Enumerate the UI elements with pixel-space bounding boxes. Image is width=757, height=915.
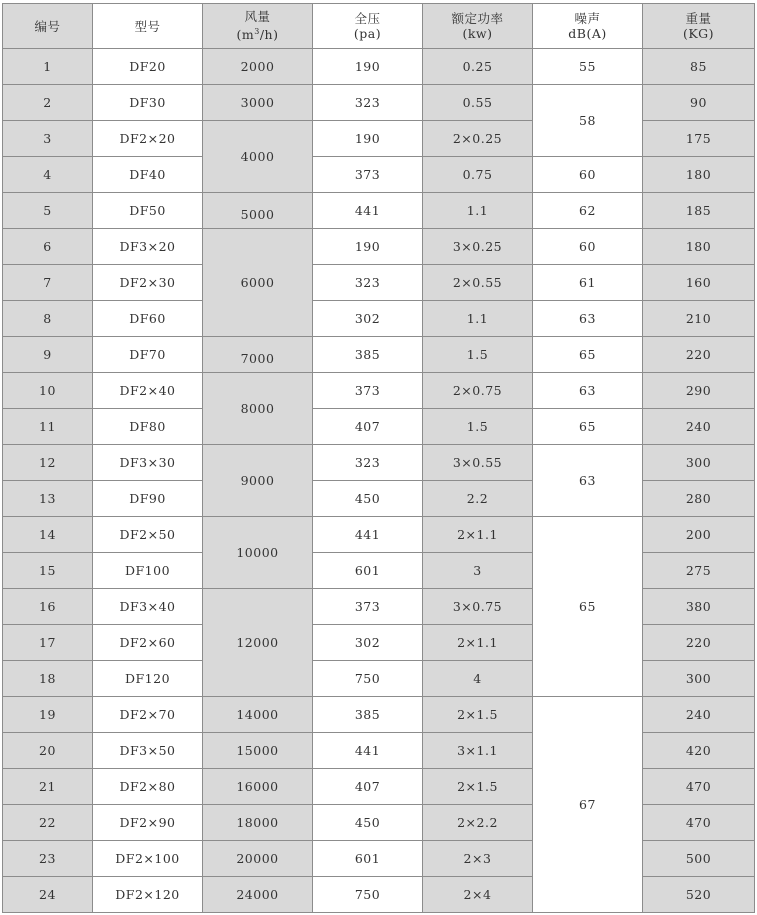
cell-pressure: 190 <box>313 229 423 265</box>
cell-weight: 220 <box>643 337 755 373</box>
table-row <box>3 733 755 769</box>
cell-noise: 65 <box>533 409 643 445</box>
cell-no: 10 <box>3 373 93 409</box>
table-row <box>3 409 755 445</box>
cell-model: DF50 <box>93 193 203 229</box>
cell-power: 1.5 <box>423 409 533 445</box>
cell-no: 5 <box>3 193 93 229</box>
cell-airflow: 8000 <box>203 373 313 445</box>
cell-pressure: 302 <box>313 301 423 337</box>
cell-power: 3×0.75 <box>423 589 533 625</box>
cell-power: 2×0.25 <box>423 121 533 157</box>
cell-power: 4 <box>423 661 533 697</box>
cell-model: DF2×20 <box>93 121 203 157</box>
cell-noise: 62 <box>533 193 643 229</box>
cell-power: 0.25 <box>423 49 533 85</box>
header-model: 型号 <box>93 4 203 49</box>
cell-weight: 220 <box>643 625 755 661</box>
cell-no: 13 <box>3 481 93 517</box>
cell-airflow: 2000 <box>203 49 313 85</box>
cell-airflow: 5000 <box>203 193 313 229</box>
cell-weight: 185 <box>643 193 755 229</box>
cell-no: 18 <box>3 661 93 697</box>
cell-power: 2×1.1 <box>423 625 533 661</box>
cell-pressure: 441 <box>313 193 423 229</box>
cell-noise: 65 <box>533 337 643 373</box>
table-row <box>3 157 755 193</box>
header-power: 额定功率 (kw) <box>423 4 533 49</box>
cell-power: 1.1 <box>423 193 533 229</box>
cell-power: 3×0.25 <box>423 229 533 265</box>
cell-weight: 85 <box>643 49 755 85</box>
cell-no: 15 <box>3 553 93 589</box>
header-noise: 噪声 dB(A) <box>533 4 643 49</box>
cell-noise: 65 <box>533 517 643 697</box>
cell-model: DF60 <box>93 301 203 337</box>
cell-model: DF80 <box>93 409 203 445</box>
cell-pressure: 450 <box>313 481 423 517</box>
cell-noise: 60 <box>533 157 643 193</box>
cell-pressure: 601 <box>313 841 423 877</box>
cell-airflow: 14000 <box>203 697 313 733</box>
cell-noise: 63 <box>533 301 643 337</box>
cell-pressure: 601 <box>313 553 423 589</box>
cell-model: DF30 <box>93 85 203 121</box>
cell-power: 3×1.1 <box>423 733 533 769</box>
cell-no: 14 <box>3 517 93 553</box>
cell-power: 3×0.55 <box>423 445 533 481</box>
cell-model: DF2×60 <box>93 625 203 661</box>
cell-model: DF2×50 <box>93 517 203 553</box>
cell-weight: 500 <box>643 841 755 877</box>
cell-power: 2×2.2 <box>423 805 533 841</box>
table-row <box>3 481 755 517</box>
cell-power: 2×1.5 <box>423 697 533 733</box>
cell-model: DF3×20 <box>93 229 203 265</box>
cell-airflow: 15000 <box>203 733 313 769</box>
cell-power: 3 <box>423 553 533 589</box>
cell-power: 0.55 <box>423 85 533 121</box>
cell-weight: 520 <box>643 877 755 913</box>
cell-no: 21 <box>3 769 93 805</box>
cell-power: 1.1 <box>423 301 533 337</box>
cell-pressure: 373 <box>313 373 423 409</box>
cell-airflow: 10000 <box>203 517 313 589</box>
cell-airflow: 18000 <box>203 805 313 841</box>
table-row <box>3 805 755 841</box>
cell-airflow: 9000 <box>203 445 313 517</box>
table-row <box>3 553 755 589</box>
table-row <box>3 85 755 121</box>
cell-airflow: 24000 <box>203 877 313 913</box>
table-row <box>3 121 755 157</box>
cell-weight: 180 <box>643 157 755 193</box>
cell-model: DF2×100 <box>93 841 203 877</box>
cell-power: 1.5 <box>423 337 533 373</box>
cell-no: 8 <box>3 301 93 337</box>
cell-weight: 420 <box>643 733 755 769</box>
cell-airflow: 4000 <box>203 121 313 193</box>
cell-no: 17 <box>3 625 93 661</box>
cell-model: DF90 <box>93 481 203 517</box>
table-row <box>3 229 755 265</box>
cell-airflow: 3000 <box>203 85 313 121</box>
cell-no: 20 <box>3 733 93 769</box>
header-weight: 重量 (KG) <box>643 4 755 49</box>
table-row <box>3 265 755 301</box>
cell-model: DF70 <box>93 337 203 373</box>
cell-model: DF100 <box>93 553 203 589</box>
cell-weight: 240 <box>643 697 755 733</box>
table-row <box>3 373 755 409</box>
cell-no: 9 <box>3 337 93 373</box>
cell-noise: 61 <box>533 265 643 301</box>
header-pressure: 全压 (pa) <box>313 4 423 49</box>
cell-no: 4 <box>3 157 93 193</box>
cell-noise: 63 <box>533 373 643 409</box>
cell-model: DF3×40 <box>93 589 203 625</box>
cell-model: DF40 <box>93 157 203 193</box>
cell-power: 2×1.5 <box>423 769 533 805</box>
cell-pressure: 441 <box>313 733 423 769</box>
cell-no: 12 <box>3 445 93 481</box>
table-row <box>3 769 755 805</box>
cell-airflow: 12000 <box>203 589 313 697</box>
cell-power: 2.2 <box>423 481 533 517</box>
cell-model: DF2×40 <box>93 373 203 409</box>
cell-weight: 160 <box>643 265 755 301</box>
table-row <box>3 445 755 481</box>
cell-no: 11 <box>3 409 93 445</box>
cell-pressure: 385 <box>313 337 423 373</box>
cell-weight: 300 <box>643 661 755 697</box>
cell-weight: 300 <box>643 445 755 481</box>
cell-power: 0.75 <box>423 157 533 193</box>
cell-pressure: 441 <box>313 517 423 553</box>
cell-weight: 175 <box>643 121 755 157</box>
table-row <box>3 841 755 877</box>
cell-weight: 275 <box>643 553 755 589</box>
cell-power: 2×3 <box>423 841 533 877</box>
cell-model: DF3×30 <box>93 445 203 481</box>
cell-weight: 210 <box>643 301 755 337</box>
cell-noise: 55 <box>533 49 643 85</box>
cell-pressure: 323 <box>313 265 423 301</box>
table-row <box>3 193 755 229</box>
cell-pressure: 407 <box>313 769 423 805</box>
cell-power: 2×1.1 <box>423 517 533 553</box>
cell-power: 2×0.75 <box>423 373 533 409</box>
cell-no: 16 <box>3 589 93 625</box>
header-row <box>3 4 755 49</box>
cell-pressure: 190 <box>313 121 423 157</box>
table-row <box>3 49 755 85</box>
cell-airflow: 6000 <box>203 229 313 337</box>
cell-weight: 90 <box>643 85 755 121</box>
header-airflow: 风量 $(m^3/h)$ <box>203 4 313 49</box>
cell-power: 2×4 <box>423 877 533 913</box>
cell-noise: 58 <box>533 85 643 157</box>
cell-no: 3 <box>3 121 93 157</box>
cell-pressure: 750 <box>313 877 423 913</box>
cell-model: DF2×30 <box>93 265 203 301</box>
cell-weight: 200 <box>643 517 755 553</box>
cell-weight: 280 <box>643 481 755 517</box>
cell-weight: 470 <box>643 805 755 841</box>
cell-no: 7 <box>3 265 93 301</box>
cell-pressure: 450 <box>313 805 423 841</box>
cell-pressure: 190 <box>313 49 423 85</box>
cell-no: 19 <box>3 697 93 733</box>
cell-no: 23 <box>3 841 93 877</box>
cell-model: DF2×70 <box>93 697 203 733</box>
cell-noise: 60 <box>533 229 643 265</box>
cell-model: DF2×80 <box>93 769 203 805</box>
cell-pressure: 407 <box>313 409 423 445</box>
cell-pressure: 385 <box>313 697 423 733</box>
cell-model: DF2×120 <box>93 877 203 913</box>
cell-no: 1 <box>3 49 93 85</box>
cell-model: DF20 <box>93 49 203 85</box>
cell-weight: 470 <box>643 769 755 805</box>
cell-power: 2×0.55 <box>423 265 533 301</box>
cell-weight: 240 <box>643 409 755 445</box>
cell-pressure: 302 <box>313 625 423 661</box>
table-row <box>3 661 755 697</box>
cell-pressure: 373 <box>313 589 423 625</box>
cell-airflow: 7000 <box>203 337 313 373</box>
cell-noise: 63 <box>533 445 643 517</box>
table-row <box>3 517 755 553</box>
cell-pressure: 750 <box>313 661 423 697</box>
cell-no: 2 <box>3 85 93 121</box>
header-no: 编号 <box>3 4 93 49</box>
cell-model: DF2×90 <box>93 805 203 841</box>
cell-pressure: 323 <box>313 85 423 121</box>
cell-model: DF120 <box>93 661 203 697</box>
cell-no: 24 <box>3 877 93 913</box>
fan-spec-table <box>2 3 755 913</box>
cell-no: 22 <box>3 805 93 841</box>
cell-weight: 290 <box>643 373 755 409</box>
table-row <box>3 697 755 733</box>
cell-pressure: 323 <box>313 445 423 481</box>
cell-weight: 180 <box>643 229 755 265</box>
cell-airflow: 20000 <box>203 841 313 877</box>
table-row <box>3 877 755 913</box>
cell-pressure: 373 <box>313 157 423 193</box>
cell-noise: 67 <box>533 697 643 913</box>
cell-model: DF3×50 <box>93 733 203 769</box>
table-row <box>3 625 755 661</box>
cell-airflow: 16000 <box>203 769 313 805</box>
table-row <box>3 589 755 625</box>
cell-weight: 380 <box>643 589 755 625</box>
table-row <box>3 337 755 373</box>
table-row <box>3 301 755 337</box>
cell-no: 6 <box>3 229 93 265</box>
